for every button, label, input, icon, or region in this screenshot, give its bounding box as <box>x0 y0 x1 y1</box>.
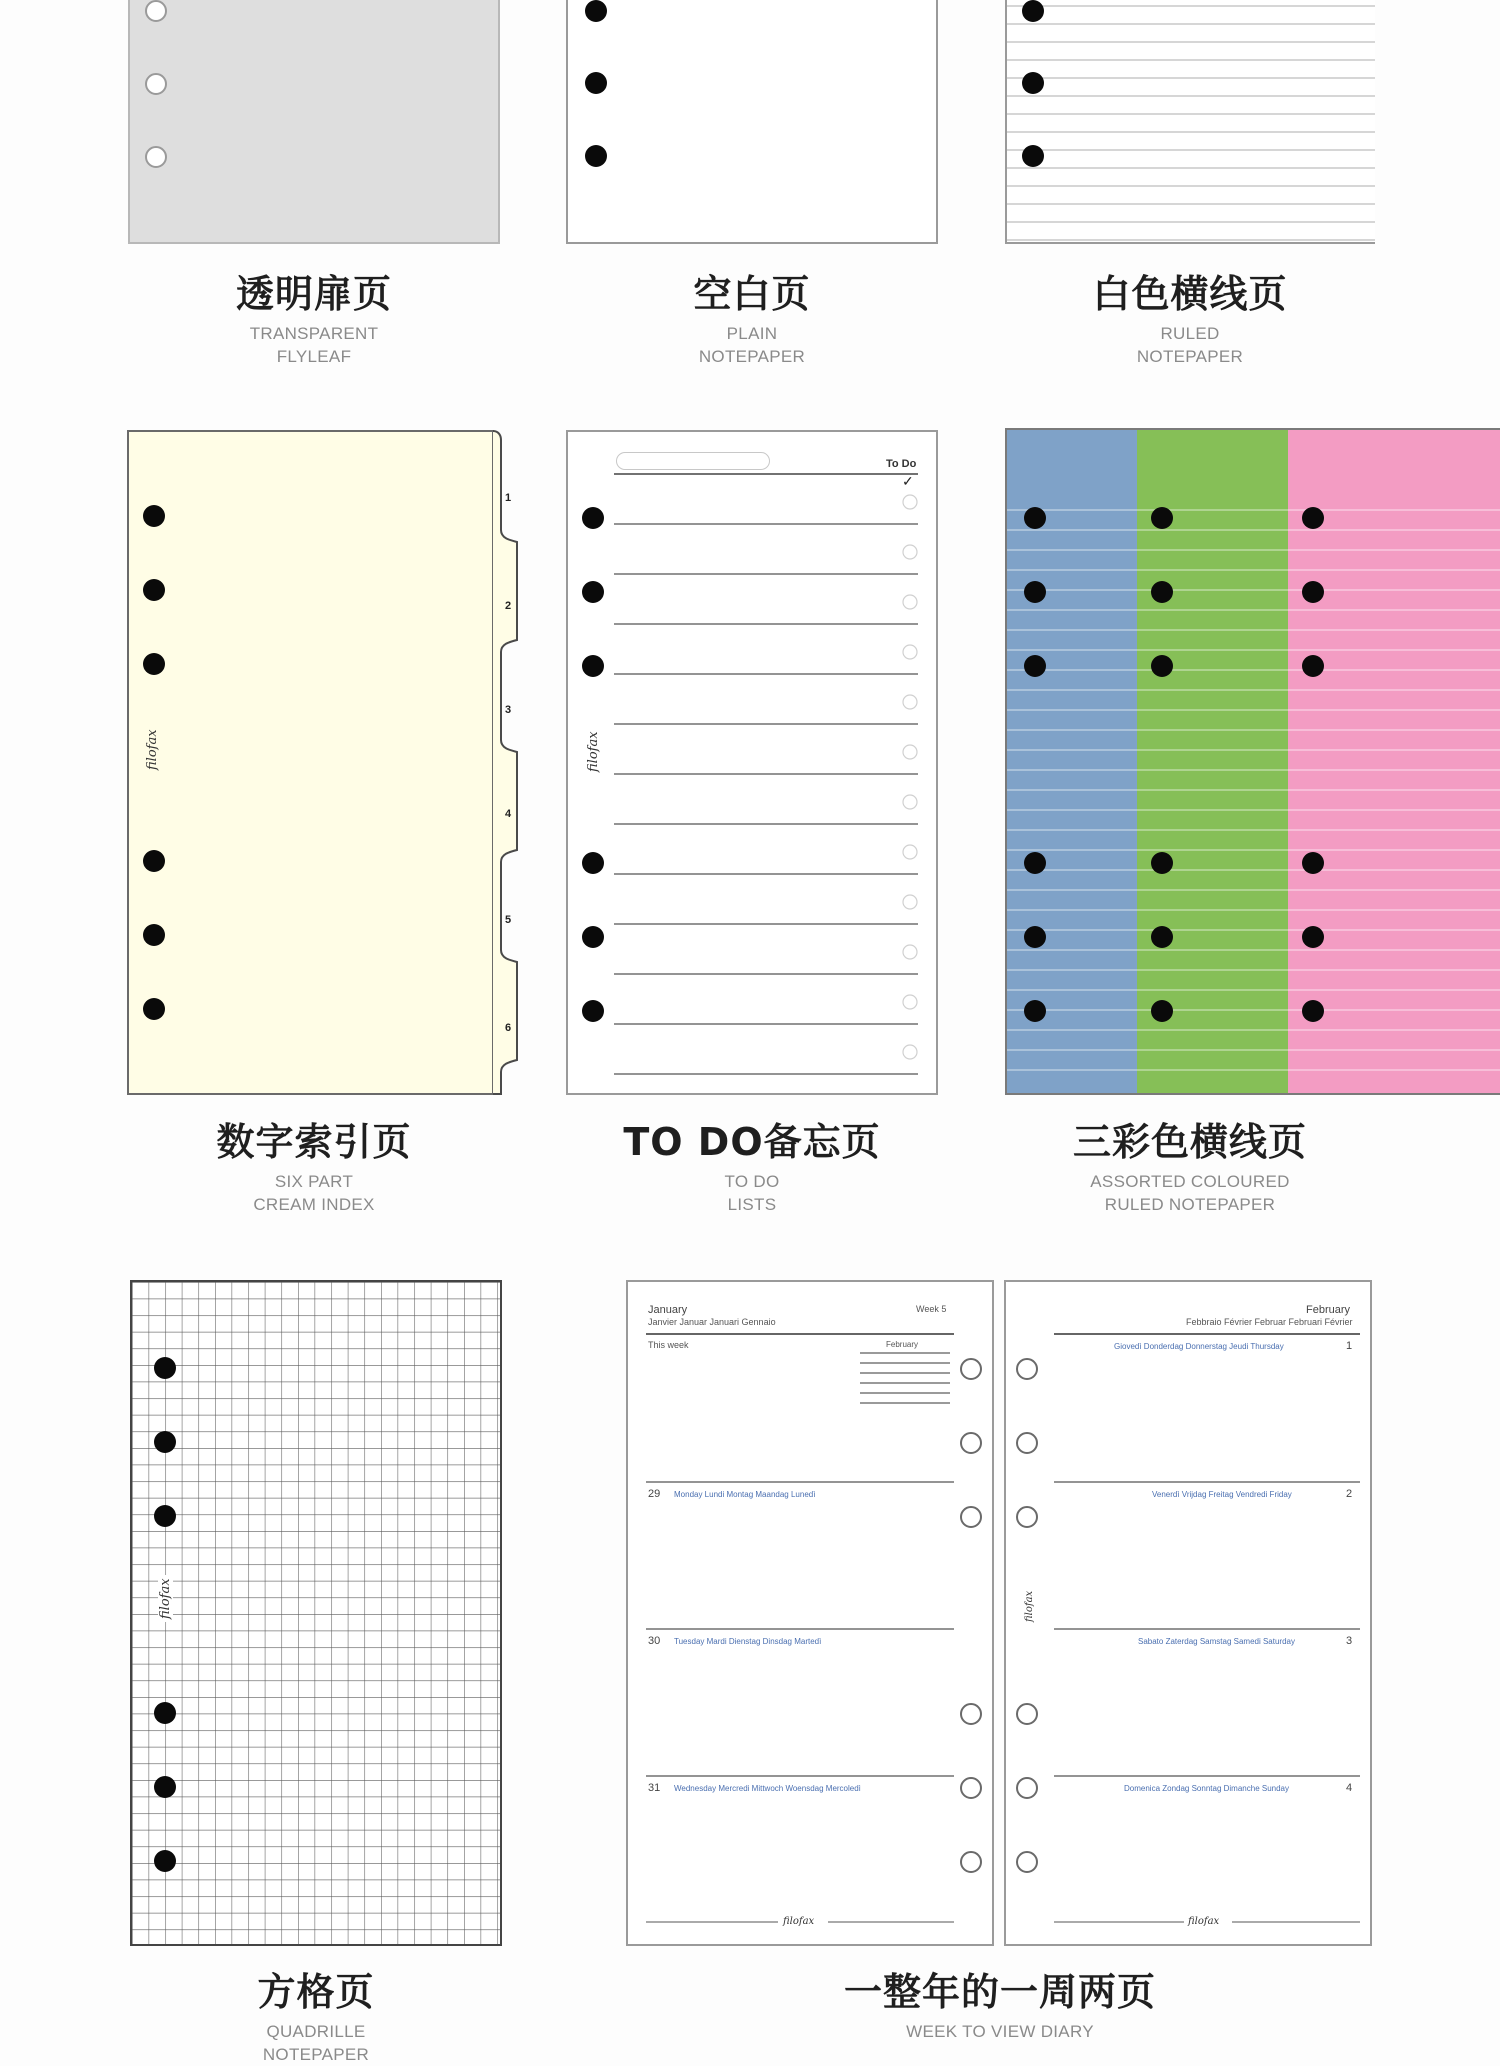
brand-logo: filofax <box>1188 1916 1220 1927</box>
item-transparent-flyleaf <box>164 272 464 368</box>
day-number: 2 <box>1346 1488 1353 1500</box>
ruled-notepaper-sheet <box>1005 0 1375 244</box>
item-title-en: QUADRILLE NOTEPAPER <box>262 2022 370 2064</box>
grid-lines <box>132 1282 500 1944</box>
day-names: Venerdì Vrijdag Freitag Vendredi Friday <box>1152 1490 1292 1499</box>
day-number: 4 <box>1346 1782 1353 1794</box>
punch-hole <box>1024 1000 1046 1022</box>
punch-hole <box>1024 926 1046 948</box>
punch-hole <box>154 1431 176 1453</box>
punch-hole <box>1302 655 1324 677</box>
item-ruled-notepaper <box>1040 272 1340 368</box>
item-title-zh: TO DO备忘页 <box>623 1120 881 1164</box>
item-cream-index <box>164 1120 464 1216</box>
item-week-to-view <box>800 1970 1200 2043</box>
item-title-en: ASSORTED COLOURED RULED NOTEPAPER <box>1090 1172 1290 1214</box>
day-number: 3 <box>1346 1635 1353 1647</box>
punch-hole <box>585 0 607 22</box>
punch-hole <box>143 998 165 1020</box>
diary-week: Week 5 <box>916 1304 947 1314</box>
punch-hole <box>1302 581 1324 603</box>
transparent-flyleaf-sheet <box>128 0 500 244</box>
item-title-en: RULED NOTEPAPER <box>1136 324 1244 366</box>
punch-hole <box>1016 1851 1038 1873</box>
index-tab-1: 1 <box>505 492 512 504</box>
item-title-zh: 白色横线页 <box>1092 272 1288 316</box>
punch-hole <box>582 1000 604 1022</box>
punch-hole <box>1151 1000 1173 1022</box>
item-assorted-coloured <box>1020 1120 1360 1216</box>
index-tab-2: 2 <box>505 600 512 612</box>
brand-logo: filofax <box>1024 1590 1035 1622</box>
diary-right-lines <box>1006 1282 1370 1944</box>
day-names: Domenica Zondag Sonntag Dimanche Sunday <box>1124 1784 1289 1793</box>
todo-lines <box>568 432 938 1095</box>
punch-hole <box>1024 507 1046 529</box>
coloured-ruled-lines <box>1007 430 1500 1095</box>
todo-header: To Do <box>886 458 917 470</box>
diary-left-lines <box>628 1282 992 1944</box>
brand-logo: filofax <box>145 729 160 770</box>
item-quadrille <box>166 1970 466 2066</box>
item-title-zh: 空白页 <box>693 272 811 316</box>
diary-right-page <box>1004 1280 1372 1946</box>
ruled-lines <box>1007 0 1375 244</box>
day-number: 29 <box>648 1488 661 1500</box>
item-plain-notepaper <box>602 272 902 368</box>
punch-hole <box>143 924 165 946</box>
punch-hole <box>143 505 165 527</box>
punch-hole <box>154 1357 176 1379</box>
item-title-en: PLAIN NOTEPAPER <box>698 324 806 366</box>
day-number: 31 <box>648 1782 661 1794</box>
punch-hole <box>960 1777 982 1799</box>
plain-notepaper-sheet <box>566 0 938 244</box>
punch-hole <box>1016 1703 1038 1725</box>
day-names: Sabato Zaterdag Samstag Samedi Saturday <box>1138 1637 1295 1646</box>
punch-hole <box>1024 655 1046 677</box>
diary-left-page <box>626 1280 994 1946</box>
diary-month: January <box>648 1304 688 1316</box>
punch-hole <box>1024 852 1046 874</box>
day-names: Giovedì Donderdag Donnerstag Jeudi Thursday <box>1114 1342 1284 1351</box>
day-number: 1 <box>1346 1340 1353 1352</box>
punch-hole <box>154 1702 176 1724</box>
punch-hole <box>582 852 604 874</box>
punch-hole <box>145 73 167 95</box>
item-title-zh: 透明扉页 <box>235 272 392 316</box>
item-title-zh: 三彩色横线页 <box>1072 1120 1307 1164</box>
index-tabs-outline <box>127 430 520 1095</box>
punch-hole <box>1302 1000 1324 1022</box>
todo-list-sheet <box>566 430 938 1095</box>
index-tab-4: 4 <box>505 808 512 820</box>
punch-hole <box>582 926 604 948</box>
punch-hole <box>1302 852 1324 874</box>
punch-hole <box>1151 655 1173 677</box>
punch-hole <box>1016 1777 1038 1799</box>
diary-month-langs: Febbraio Février Februar Februari Février <box>1186 1317 1353 1327</box>
punch-hole <box>1016 1432 1038 1454</box>
punch-hole <box>143 850 165 872</box>
punch-hole <box>154 1505 176 1527</box>
punch-hole <box>143 653 165 675</box>
punch-hole <box>154 1776 176 1798</box>
punch-hole <box>145 0 167 22</box>
day-names: Tuesday Mardi Dienstag Dinsdag Martedì <box>674 1637 822 1646</box>
index-tab-5: 5 <box>505 914 512 926</box>
punch-hole <box>1022 72 1044 94</box>
punch-hole <box>960 1703 982 1725</box>
punch-hole <box>1302 507 1324 529</box>
punch-hole <box>585 72 607 94</box>
punch-hole <box>1024 581 1046 603</box>
punch-hole <box>1016 1506 1038 1528</box>
punch-hole <box>582 507 604 529</box>
assorted-coloured-sheet <box>1005 428 1500 1095</box>
item-title-zh: 数字索引页 <box>216 1120 412 1164</box>
punch-hole <box>1151 926 1173 948</box>
check-icon: ✓ <box>902 473 914 489</box>
brand-logo: filofax <box>783 1916 815 1927</box>
punch-hole <box>1022 0 1044 22</box>
index-tab-3: 3 <box>505 704 512 716</box>
item-title-en: TRANSPARENT FLYLEAF <box>249 324 379 366</box>
diary-this-week: This week <box>648 1340 689 1350</box>
punch-hole <box>960 1506 982 1528</box>
day-names: Wednesday Mercredi Mittwoch Woensdag Mercoledì <box>674 1784 861 1793</box>
item-title-zh: 方格页 <box>257 1970 375 2014</box>
punch-hole <box>960 1851 982 1873</box>
brand-logo: filofax <box>586 731 601 772</box>
brand-logo: filofax <box>158 1575 173 1622</box>
item-title-zh: 一整年的一周两页 <box>843 1970 1156 2014</box>
punch-hole <box>145 146 167 168</box>
item-title-en: SIX PART CREAM INDEX <box>253 1172 375 1214</box>
diary-month: February <box>1306 1304 1351 1316</box>
punch-hole <box>1151 852 1173 874</box>
punch-hole <box>1151 507 1173 529</box>
item-title-en: WEEK TO VIEW DIARY <box>906 2022 1094 2041</box>
cream-index-sheet <box>127 430 520 1095</box>
index-tab-6: 6 <box>505 1022 512 1034</box>
punch-hole <box>1302 926 1324 948</box>
item-todo-lists <box>582 1120 922 1216</box>
diary-month-langs: Janvier Januar Januari Gennaio <box>648 1317 776 1327</box>
day-names: Monday Lundi Montag Maandag Lunedì <box>674 1490 816 1499</box>
punch-hole <box>1151 581 1173 603</box>
punch-hole <box>582 655 604 677</box>
item-title-en: TO DO LISTS <box>724 1172 780 1214</box>
punch-hole <box>585 145 607 167</box>
punch-hole <box>1022 145 1044 167</box>
punch-hole <box>1016 1358 1038 1380</box>
quadrille-sheet <box>130 1280 502 1946</box>
punch-hole <box>582 581 604 603</box>
punch-hole <box>143 579 165 601</box>
punch-hole <box>960 1358 982 1380</box>
punch-hole <box>154 1850 176 1872</box>
day-number: 30 <box>648 1635 661 1647</box>
punch-hole <box>960 1432 982 1454</box>
mini-calendar-month: February <box>886 1340 919 1349</box>
